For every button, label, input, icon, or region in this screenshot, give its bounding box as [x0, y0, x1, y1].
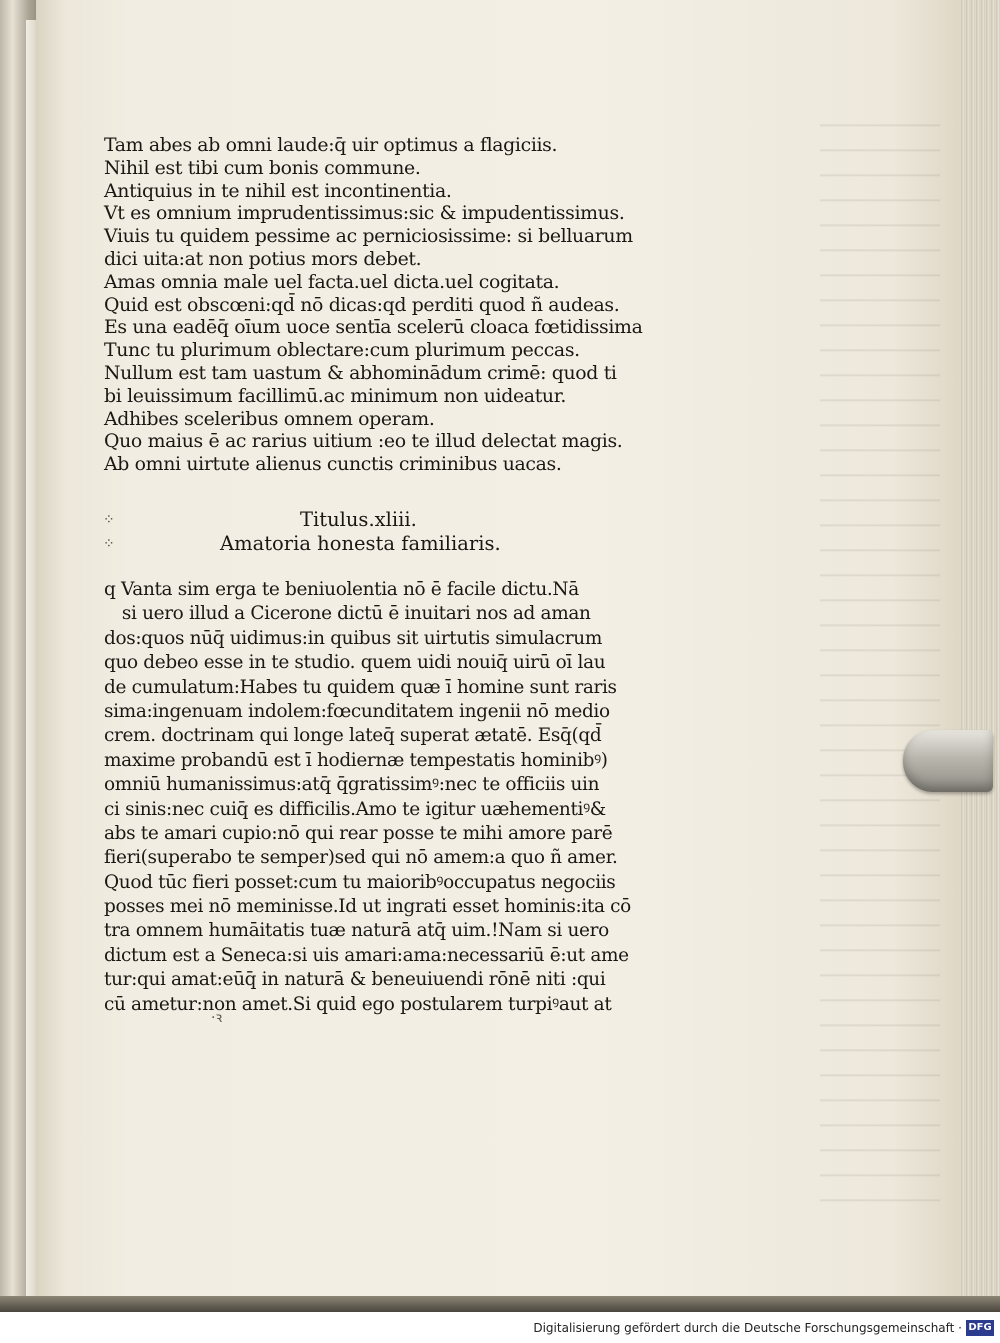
text-line: tur:qui amat:eūq̄ in naturā & beneuiuendi rōnē niti :qui: [104, 969, 606, 991]
text-line: Es una eadēq̄ oīum uoce sentīa scelerū cloaca fœtidissima: [104, 316, 643, 339]
margin-mark: ⁘: [103, 536, 115, 552]
text-line: Quid est obscœni:qd̄ nō dicas:qd perditi quod ñ audeas.: [104, 293, 620, 316]
text-line: Quod tūc fieri posset:cum tu maioribꝰoccupatus negociis: [104, 871, 616, 893]
text-line: crem. doctrinam qui longe lateq̄ superat ætatē. Esq̄(qd̄: [104, 725, 602, 747]
margin-mark: ⁘: [103, 512, 115, 528]
text-line: Quo maius ē ac rarius uitium :eo te illud delectat magis.: [104, 430, 623, 453]
text-line: Vt es omnium imprudentissimus:sic & impudentissimus.: [104, 202, 625, 225]
text-line: Ab omni uirtute alienus cunctis criminibus uacas.: [104, 453, 562, 476]
text-line: Nihil est tibi cum bonis commune.: [104, 156, 421, 179]
letter-paragraph: [104, 578, 664, 1017]
text-line: Viuis tu quidem pessime ac perniciosissime: si belluarum: [104, 225, 633, 248]
text-line: maxime probandū est ī hodiernæ tempestatis hominibꝰ): [104, 749, 608, 771]
text-line: tra omnem humāitatis tuæ naturā atq̄ uim.!Nam si uero: [104, 920, 609, 942]
text-line: Antiquius in te nihil est incontinentia.: [104, 179, 452, 202]
text-line: ci sinis:nec cuiq̄ es difficilis.Amo te igitur uæhementiꝰ&: [104, 798, 606, 820]
page-edges: [960, 0, 1000, 1312]
text-line: Adhibes sceleribus omnem operam.: [104, 407, 435, 430]
dfg-logo: DFG: [966, 1320, 994, 1336]
text-line: si uero illud a Cicerone dictū ē inuitari nos ad aman: [121, 603, 591, 625]
text-line: cū ametur:non amet.Si quid ego postularem turpiꝰaut at: [104, 993, 612, 1015]
text-line: de cumulatum:Habes tu quidem quæ ī homine sunt raris: [104, 676, 617, 698]
footer-bar: [0, 1312, 1000, 1343]
text-line: Nullum est tam uastum & abhominādum crimē: quod ti: [104, 361, 617, 384]
text-line: sima:ingenuam indolem:fœcunditatem ingenii nō medio: [104, 700, 610, 722]
verse-block: [104, 134, 664, 476]
text-line: dici uita:at non potius mors debet.: [104, 247, 422, 270]
text-line: Tunc tu plurimum oblectare:cum plurimum peccas.: [104, 339, 580, 362]
margin-mark: ·ꝛ: [211, 1010, 223, 1026]
page-clip: [903, 730, 993, 792]
chapter-heading: [104, 508, 664, 556]
text-line: bi leuissimum facillimū.ac minimum non uideatur.: [104, 384, 566, 407]
text-line: posses mei nō meminisse.Id ut ingrati esset hominis:ita cō: [104, 896, 631, 918]
text-line: dictum est a Seneca:si uis amari:ama:necessariū ē:ut ame: [104, 944, 629, 966]
show-through: [820, 110, 940, 1210]
text-line: abs te amari cupio:nō qui rear posse te mihi amore parē: [104, 822, 613, 844]
text-line: omniū humanissimus:atq̄ q̄gratissimꝰ:nec te officiis uin: [104, 774, 600, 796]
heading-title: Titulus.xliii.: [300, 508, 417, 531]
heading-subtitle: Amatoria honesta familiaris.: [220, 532, 501, 555]
text-line: Tam abes ab omni laude:q̄ uir optimus a flagiciis.: [104, 134, 558, 156]
text-line: q Vanta sim erga te beniuolentia nō ē facile dictu.Nā: [104, 579, 579, 600]
text-line: dos:quos nūq̄ uidimus:in quibus sit uirtutis simulacrum: [104, 627, 602, 649]
text-line: Amas omnia male uel facta.uel dicta.uel cogitata.: [104, 270, 560, 293]
text-line: quo debeo esse in te studio. quem uidi nouiq̄ uirū oī lau: [104, 652, 606, 674]
funding-credit: Digitalisierung gefördert durch die Deutsche Forschungsgemeinschaft ·: [533, 1321, 962, 1335]
text-line: fieri(superabo te semper)sed qui nō amem:a quo ñ amer.: [104, 847, 618, 869]
scan-shadow: [0, 1296, 1000, 1312]
